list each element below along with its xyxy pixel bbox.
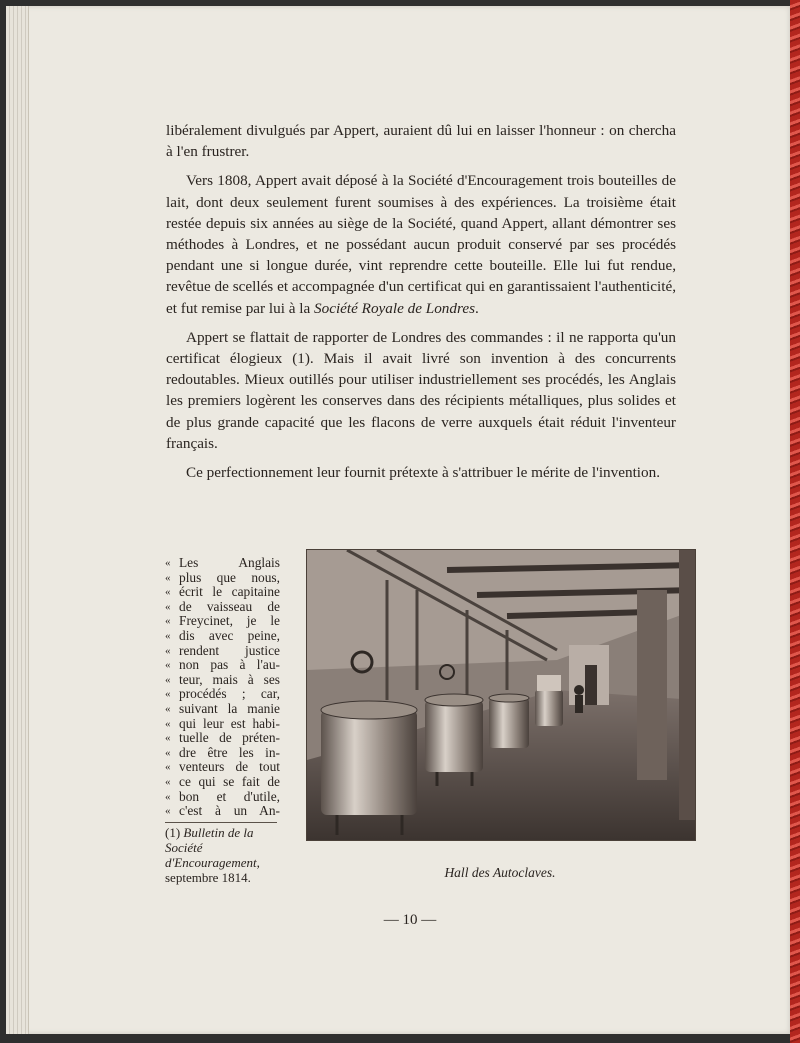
page-number: — 10 — xyxy=(383,912,437,928)
quote-line: « dre être les in- xyxy=(165,744,280,760)
quote-line: « venteurs de tout xyxy=(165,759,280,775)
quote-line: « de vaisseau de xyxy=(165,598,280,614)
paragraph-2-end: . xyxy=(475,299,479,317)
quote-mark: « xyxy=(165,746,171,759)
quote-mark: « xyxy=(165,571,171,584)
paragraph-2-emphasis: Société Royale de Londres xyxy=(314,299,475,317)
autoclave-hall-illustration xyxy=(307,550,695,840)
quote-line: « qui leur est habi- xyxy=(165,715,280,731)
quote-mark: « xyxy=(165,557,171,569)
quote-mark: « xyxy=(165,688,171,701)
paragraph-3: Appert se flattait de rapporter de Londres des commandes : il ne rapporta qu'un certificat élogieux (1). Mais il avait livré son invention à des concurrents redoutables. Mieux outillés pour utiliser industriellement ses procédés, les Anglais les premiers logèrent les conserves dans des récipients métalliques, plus solides et de plus grande capacité que les flacons de verre auxquels était réduit l'inventeur français. xyxy=(166,328,676,452)
quote-line: « rendent justice xyxy=(165,642,280,658)
quote-column xyxy=(165,556,280,819)
photo-caption: Hall des Autoclaves. xyxy=(444,865,556,880)
quote-line: « tuelle de préten- xyxy=(165,730,280,746)
quote-line: « Les Anglais xyxy=(165,555,280,570)
quote-mark: « xyxy=(165,790,171,803)
quote-line: « plus que nous, xyxy=(165,569,280,585)
quote-mark: « xyxy=(165,600,171,613)
quote-line: « c'est à un An- xyxy=(165,803,280,819)
quote-mark: « xyxy=(165,673,171,686)
quote-mark: « xyxy=(165,615,171,628)
page-edges xyxy=(6,6,29,1034)
quote-mark: « xyxy=(165,659,171,672)
quote-mark: « xyxy=(165,732,171,745)
autoclave-hall-photo xyxy=(306,549,696,841)
quote-line: « écrit le capitaine xyxy=(165,584,280,600)
quote-mark: « xyxy=(165,644,171,657)
paragraph-2 xyxy=(166,170,676,318)
quote-line: « non pas à l'au- xyxy=(165,657,280,673)
paragraph-1: libéralement divulgués par Appert, auraient dû lui en laisser l'honneur : on chercha à l'en frustrer. xyxy=(166,122,676,161)
quote-line: « procédés ; car, xyxy=(165,686,280,702)
paragraph-4: Ce perfectionnement leur fournit prétexte à s'attribuer le mérite de l'invention. xyxy=(186,464,660,482)
footnote-source: Bulletin de la Société d'Encouragement, xyxy=(165,825,260,870)
quote-line: « bon et d'utile, xyxy=(165,788,280,804)
quote-line: « teur, mais à ses xyxy=(165,671,280,687)
quote-mark: « xyxy=(165,717,171,730)
quote-line: « ce qui se fait de xyxy=(165,773,280,789)
bookmark-ribbon xyxy=(790,0,800,1043)
quote-line: « suivant la manie xyxy=(165,700,280,716)
quote-mark: « xyxy=(165,586,171,599)
footnote-marker: (1) xyxy=(165,825,181,840)
paragraph-2-text: Vers 1808, Appert avait déposé à la Société d'Encouragement trois bouteilles de lait, dont deux seulement furent soumises à des expériences. La troisième était restée depuis six années au siège de la Société, quand Appert, allant démontrer ses méthodes à Londres, et ne possédant aucun produit conservé par ses procédés pendant une si longue durée, vint reprendre cette bouteille. Elle lui fut rendue, revêtue de scellés et accompagnée d'un certificat qui en garantissaient l'authenticité, et fut remise par lui à la xyxy=(166,172,676,317)
quote-mark: « xyxy=(165,761,171,774)
footnote xyxy=(165,822,277,885)
quote-mark: « xyxy=(165,629,171,642)
main-text xyxy=(166,120,676,483)
footnote-date: septembre 1814. xyxy=(165,870,251,885)
quote-line: « Freycinet, je le xyxy=(165,613,280,629)
quote-mark: « xyxy=(165,805,171,818)
quote-line: « dis avec peine, xyxy=(165,627,280,643)
quote-mark: « xyxy=(165,702,171,715)
quote-mark: « xyxy=(165,775,171,788)
